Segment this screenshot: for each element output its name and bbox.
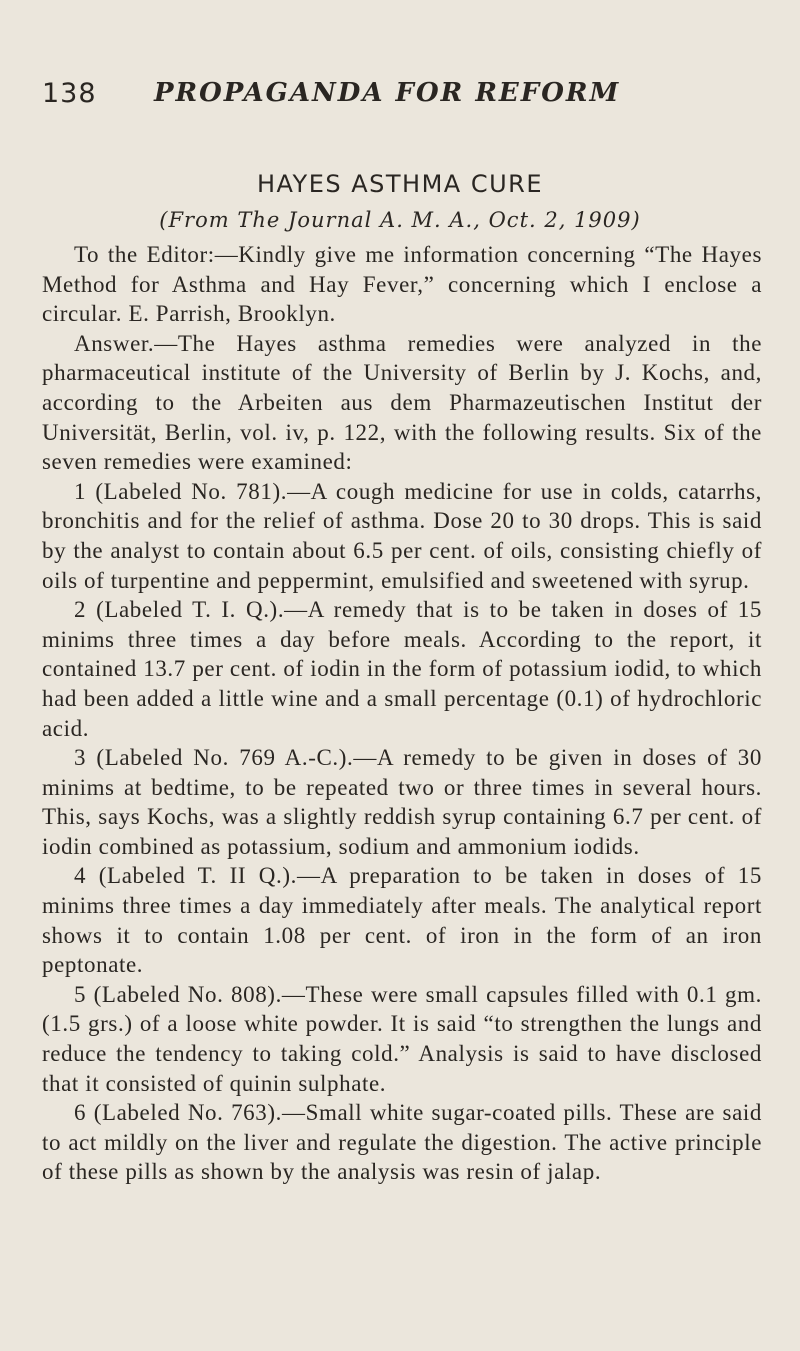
paragraph-item-5: 5 (Labeled No. 808).—These were small capsules filled with 0.1 gm. (1.5 grs.) of a loose white powder. It is said “to strengthen the lungs and reduce the tendency to taking cold.” Analysis is said to have disclosed that it consisted of quinin sulphate. [42, 981, 762, 1096]
article-body [42, 240, 762, 1187]
paragraph-letter: To the Editor:—Kindly give me information concerning “The Hayes Method for Asthma and Hay Fever,” concerning which I enclose a circular. E. Parrish, Brooklyn. [42, 242, 762, 327]
paragraph-answer: Answer.—The Hayes asthma remedies were analyzed in the pharmaceutical institute of the University of Berlin by J. Kochs, and, according to the Arbeiten aus dem Pharmazeutischen Institut der Universität, Berlin, vol. iv, p. 122, with the following results. Six of the seven remedies were examined: [42, 330, 762, 475]
paragraph-item-6: 6 (Labeled No. 763).—Small white sugar-coated pills. These are said to act mildly on the liver and regulate the digestion. The active principle of these pills as shown by the analysis was resin of jalap. [42, 1100, 762, 1185]
paragraph-item-4: 4 (Labeled T. II Q.).—A preparation to be taken in doses of 15 minims three times a day immediately after meals. The analytical report shows it to contain 1.08 per cent. of iron in the form of an iron peptonate. [42, 863, 762, 978]
paragraph-item-1: 1 (Labeled No. 781).—A cough medicine for use in colds, catarrhs, bronchitis and for the relief of asthma. Dose 20 to 30 drops. This is said by the analyst to contain about 6.5 per cent. of oils, consisting chiefly of oils of turpentine and peppermint, emulsified and sweetened with syrup. [42, 478, 762, 593]
running-head [42, 78, 760, 114]
article-title: HAYES ASTHMA CURE [256, 170, 544, 198]
running-title: PROPAGANDA FOR REFORM [154, 78, 621, 108]
paragraph-item-2: 2 (Labeled T. I. Q.).—A remedy that is to be taken in doses of 15 minims three times a day before meals. According to the report, it contained 13.7 per cent. of iodin in the form of potassium iodid, to which had been added a little wine and a small percentage (0.1) of hydrochloric acid. [42, 597, 762, 741]
paragraph-item-3: 3 (Labeled No. 769 A.-C.).—A remedy to be given in doses of 30 minims at bedtime, to be repeated two or three times in several hours. This, says Kochs, was a slightly reddish syrup containing 6.7 per cent. of iodin combined as potassium, sodium and ammonium iodids. [42, 745, 762, 859]
article-source: (From The Journal A. M. A., Oct. 2, 1909) [159, 208, 641, 232]
page-number: 138 [42, 78, 97, 109]
